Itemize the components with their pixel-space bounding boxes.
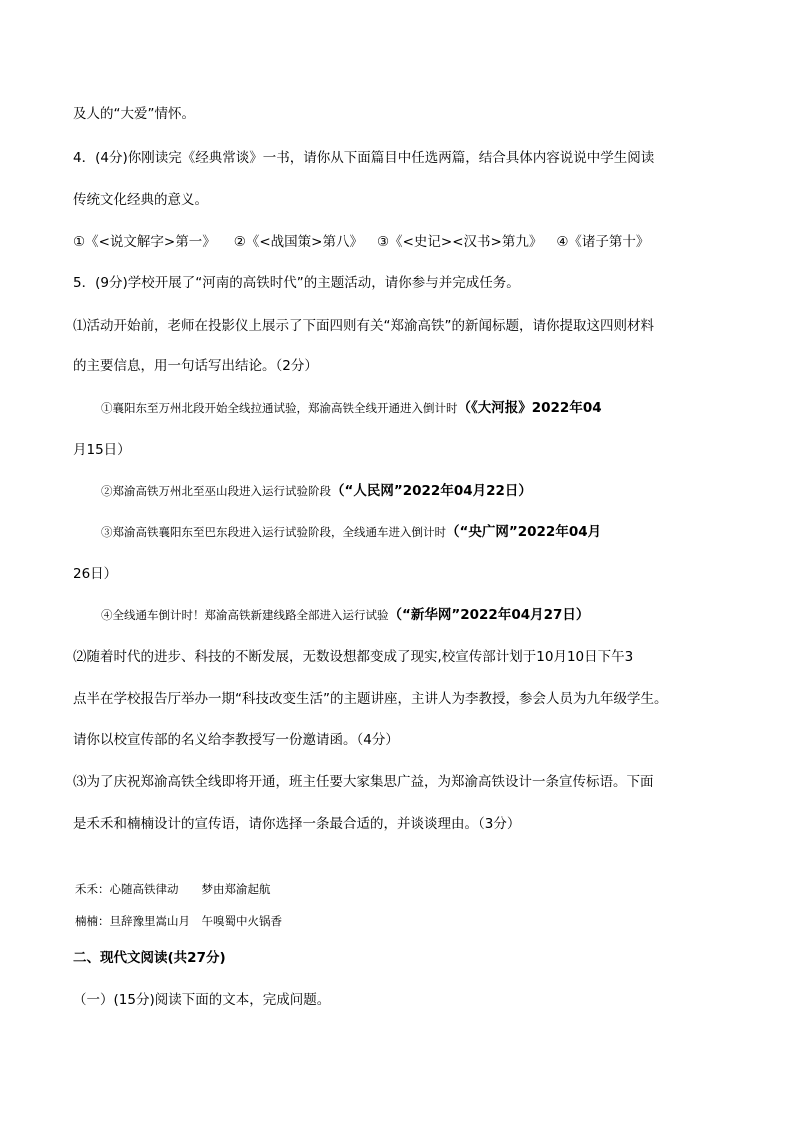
question-5-part-3: ⑶为了庆祝郑渝高铁全线即将开通，班主任要大家集思广益，为郑渝高铁设计一条宣传标语。下面 bbox=[73, 774, 654, 790]
news-source: （“央广网”2022年04月 bbox=[446, 524, 602, 540]
news-headline-3 bbox=[101, 523, 601, 541]
text-line: 点半在学校报告厅举办一期“科技改变生活”的主题讲座，主讲人为李教授，参会人员为九年级学生。 bbox=[73, 691, 668, 707]
question-4: 4．(4分)你刚读完《经典常谈》一书，请你从下面篇目中任选两篇，结合具体内容说说中学生阅读 bbox=[73, 150, 655, 166]
news-headline-text: ③郑渝高铁襄阳东至巴东段进入运行试验阶段，全线通车进入倒计时 bbox=[101, 525, 446, 539]
news-headline-text: ②郑渝高铁万州北至巫山段进入运行试验阶段 bbox=[101, 484, 331, 498]
slogan-nannan: 楠楠：旦辞豫里嵩山月 午嗅蜀中火锅香 bbox=[75, 914, 282, 928]
text-line: 是禾禾和楠楠设计的宣传语，请你选择一条最合适的，并谈谈理由。（3分） bbox=[73, 816, 521, 832]
option-2: ②《<战国策>第八》 bbox=[233, 234, 363, 250]
slogan-hehe: 禾禾：心随高铁律动 梦由郑渝起航 bbox=[75, 882, 271, 896]
news-source: （“新华网”2022年04月27日） bbox=[388, 607, 590, 623]
text-line: 月15日） bbox=[73, 442, 131, 458]
question-5-part-1: ⑴活动开始前，老师在投影仪上展示了下面四则有关“郑渝高铁”的新闻标题，请你提取这四则材料 bbox=[73, 318, 654, 334]
question-4-options bbox=[73, 233, 649, 251]
news-headline-1 bbox=[101, 399, 602, 417]
news-source: （《大河报》2022年04 bbox=[457, 400, 602, 416]
text-line: 的主要信息，用一句话写出结论。（2分） bbox=[73, 358, 318, 374]
news-headline-2 bbox=[101, 482, 532, 500]
question-5: 5．(9分)学校开展了“河南的高铁时代”的主题活动，请你参与并完成任务。 bbox=[73, 275, 520, 291]
option-3: ③《<史记><汉书>第九》 bbox=[376, 234, 543, 250]
question-5-part-2: ⑵随着时代的进步、科技的不断发展，无数设想都变成了现实,校宣传部计划于10月10日下午3 bbox=[73, 649, 634, 665]
text-line: 及人的“大爱”情怀。 bbox=[73, 106, 195, 122]
news-headline-4 bbox=[101, 606, 589, 624]
news-source: （“人民网”2022年04月22日） bbox=[331, 483, 532, 499]
text-line: 传统文化经典的意义。 bbox=[73, 192, 208, 208]
option-4: ④《诸子第十》 bbox=[556, 234, 650, 250]
option-1: ①《<说文解字>第一》 bbox=[73, 234, 216, 250]
subsection-heading: （一）(15分)阅读下面的文本，完成问题。 bbox=[73, 992, 331, 1008]
news-headline-text: ④全线通车倒计时！郑渝高铁新建线路全部进入运行试验 bbox=[101, 608, 389, 622]
news-headline-text: ①襄阳东至万州北段开始全线拉通试验，郑渝高铁全线开通进入倒计时 bbox=[101, 401, 458, 415]
text-line: 请你以校宣传部的名义给李教授写一份邀请函。（4分） bbox=[73, 732, 399, 748]
section-heading: 二、现代文阅读(共27分) bbox=[73, 950, 226, 966]
text-line: 26日） bbox=[73, 566, 118, 582]
